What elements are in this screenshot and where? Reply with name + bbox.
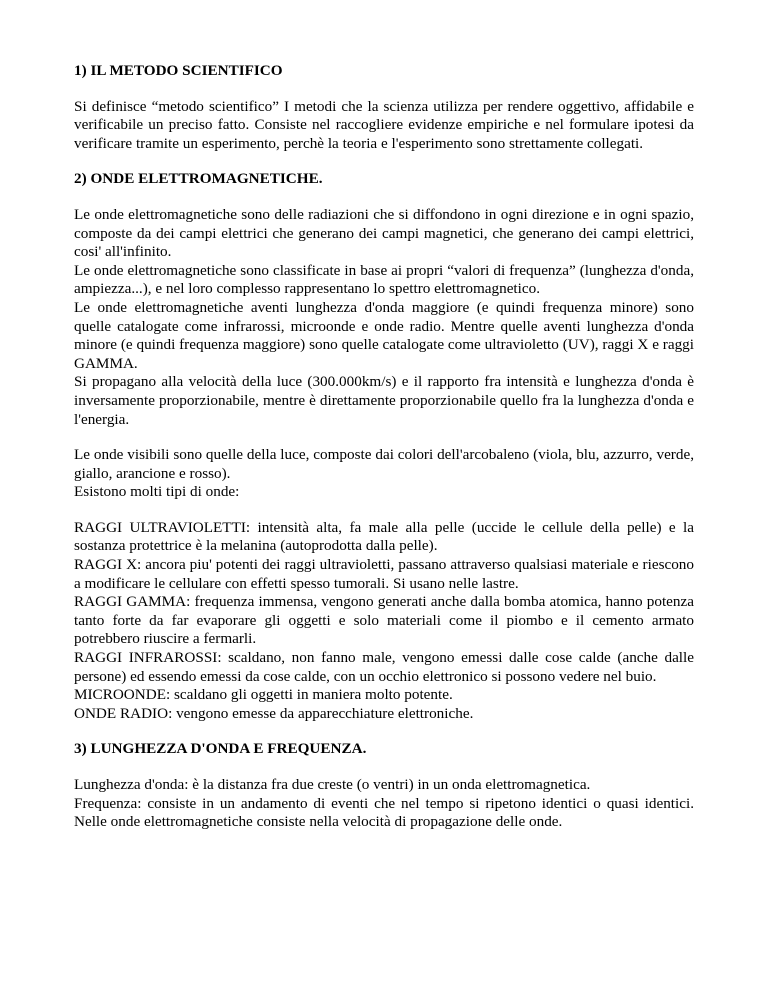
section-2-visible-block [74, 446, 694, 502]
paragraph-lunghezza-onda: Lunghezza d'onda: è la distanza fra due creste (o ventri) in un onda elettromagnetica. [74, 776, 591, 793]
list-item-microonde: MICROONDE: scaldano gli oggetti in maniera molto potente. [74, 686, 453, 704]
paragraph-classification: Le onde elettromagnetiche sono classificate in base ai propri “valori di frequenza” (lunghezza d'onda, ampiezza...), e nel loro complesso rappresentano lo spettro elettromagnetico. [74, 261, 694, 298]
list-item-ultravioletti: RAGGI ULTRAVIOLETTI: intensità alta, fa male alla pelle (uccide le cellule della pelle) e la sostanza protettrice è la melanina (autoprodotta dalla pelle). [74, 518, 694, 555]
section-1-paragraph: Si definisce “metodo scientifico” I metodi che la scienza utilizza per rendere oggettivo, affidabile e verificabile un preciso fatto. Consiste nel raccogliere evidenze empiriche e nel formulare ipotesi da verificare tramite un esperimento, perchè la teoria e l'esperimento sono strettamente collegati. [74, 97, 694, 152]
paragraph-visible-waves: Le onde visibili sono quelle della luce, composte dai colori dell'arcobaleno (viola, blu, azzurro, verde, giallo, arancione e rosso). [74, 446, 694, 482]
document-page [74, 62, 694, 849]
paragraph-wave-types-intro: Esistono molti tipi di onde: [74, 483, 240, 501]
section-2-intro-block [74, 206, 694, 429]
list-item-raggi-x: RAGGI X: ancora piu' potenti dei raggi ultravioletti, passano attraverso qualsiasi materiale e riescono a modificare le cellulare con effetti spesso tumorali. Si usano nelle lastre. [74, 556, 694, 592]
list-item-raggi-gamma: RAGGI GAMMA: frequenza immensa, vengono generati anche dalla bomba atomica, hanno potenza tanto forte da far evaporare gli oggetti e solo materiali come il piombo e il cemento armato potrebbero riuscire a fermarli. [74, 593, 694, 648]
list-item-onde-radio: ONDE RADIO: vengono emesse da apparecchiature elettroniche. [74, 704, 474, 722]
paragraph-definition: Le onde elettromagnetiche sono delle radiazioni che si diffondono in ogni direzione e in ogni spazio, composte da dei campi elettrici che generano dei campi magnetici, che generano dei campi elettrici, cosi' all'infinito. [74, 205, 694, 261]
section-3-heading: 3) LUNGHEZZA D'ONDA E FREQUENZA. [74, 740, 367, 758]
list-item-infrarossi: RAGGI INFRAROSSI: scaldano, non fanno male, vengono emessi dalle cose calde (anche dalle persone) ed essendo emessi da cose calde, con un occhio elettronico si possono vedere nel buio. [74, 649, 694, 685]
section-3-block [74, 776, 694, 832]
wave-types-list [74, 519, 694, 724]
section-1-heading: 1) IL METODO SCIENTIFICO [74, 62, 283, 79]
paragraph-frequenza: Frequenza: consiste in un andamento di eventi che nel tempo si ripetono identici o quasi identici. Nelle onde elettromagnetiche consiste nella velocità di propagazione delle onde. [74, 794, 694, 831]
paragraph-wavelength: Le onde elettromagnetiche aventi lunghezza d'onda maggiore (e quindi frequenza minore) sono quelle catalogate come infrarossi, microonde e onde radio. Mentre quelle aventi lunghezza d'onda minore (e quindi frequenza maggiore) sono quelle catalogate come ultravioletto (UV), raggi X e raggi GAMMA. [74, 298, 694, 372]
section-2-heading: 2) ONDE ELETTROMAGNETICHE. [74, 170, 323, 188]
paragraph-propagation: Si propagano alla velocità della luce (300.000km/s) e il rapporto fra intensità e lunghezza d'onda è inversamente proporzionabile, mentre è direttamente proporzionabile quello fra la lunghezza d'onda e l'energia. [74, 373, 694, 428]
